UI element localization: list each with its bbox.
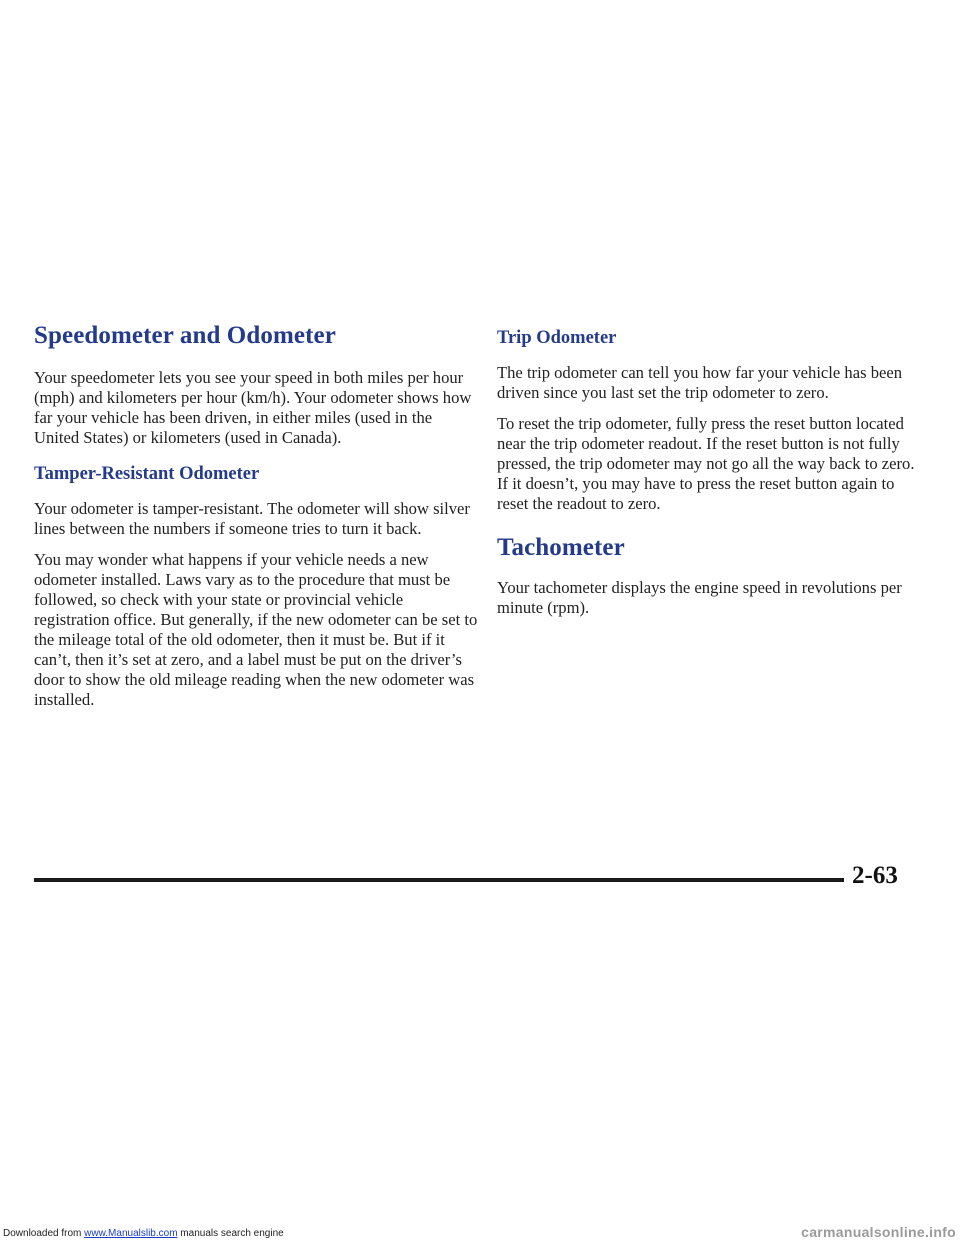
manualslib-link[interactable]: www.Manualslib.com: [84, 1228, 178, 1239]
section-heading-tachometer: Tachometer: [497, 534, 625, 561]
left-column: [34, 322, 480, 721]
subheading-trip-odometer: Trip Odometer: [497, 328, 617, 348]
paragraph-trip-1: The trip odometer can tell you how far your vehicle has been driven since you last set the trip odometer to zero.: [497, 363, 903, 402]
download-footer: [0, 1224, 960, 1242]
section-heading-speedometer: Speedometer and Odometer: [34, 322, 336, 349]
paragraph-trip-2: To reset the trip odometer, fully press the reset button located near the trip odometer readout. If the reset button is not fully pressed, the trip odometer may not go all the way back to zero. If it doesn’t, you may have to press the reset button again to reset the readout to zero.: [497, 414, 915, 513]
subheading-tamper-resistant: Tamper-Resistant Odometer: [34, 464, 260, 484]
footer-rule: [34, 878, 844, 882]
footer-suffix: manuals search engine: [177, 1228, 284, 1239]
footer-prefix: Downloaded from: [3, 1228, 85, 1239]
right-column: [497, 322, 929, 629]
paragraph-tachometer: Your tachometer displays the engine speed in revolutions per minute (rpm).: [497, 578, 902, 617]
paragraph-tamper-2: You may wonder what happens if your vehicle needs a new odometer installed. Laws vary as to the procedure that must be followed, so check with your state or provincial vehicle registration office. But generally, if the new odometer can be set to the mileage total of the old odometer, then it must be. But if it can’t, then it’s set at zero, and a label must be put on the driver’s door to show the old mileage reading when the new odometer was installed.: [34, 550, 478, 709]
footer-source: [3, 1228, 284, 1239]
paragraph-tamper-1: Your odometer is tamper-resistant. The odometer will show silver lines between the numbers if someone tries to turn it back.: [34, 499, 470, 538]
watermark-text: carmanualsonline.info: [801, 1224, 956, 1240]
paragraph-speedometer-intro: Your speedometer lets you see your speed in both miles per hour (mph) and kilometers per hour (km/h). Your odometer shows how far your vehicle has been driven, in either miles (used in the United States) or kilometers (used in Canada).: [34, 368, 472, 447]
page-number: 2-63: [852, 862, 898, 889]
